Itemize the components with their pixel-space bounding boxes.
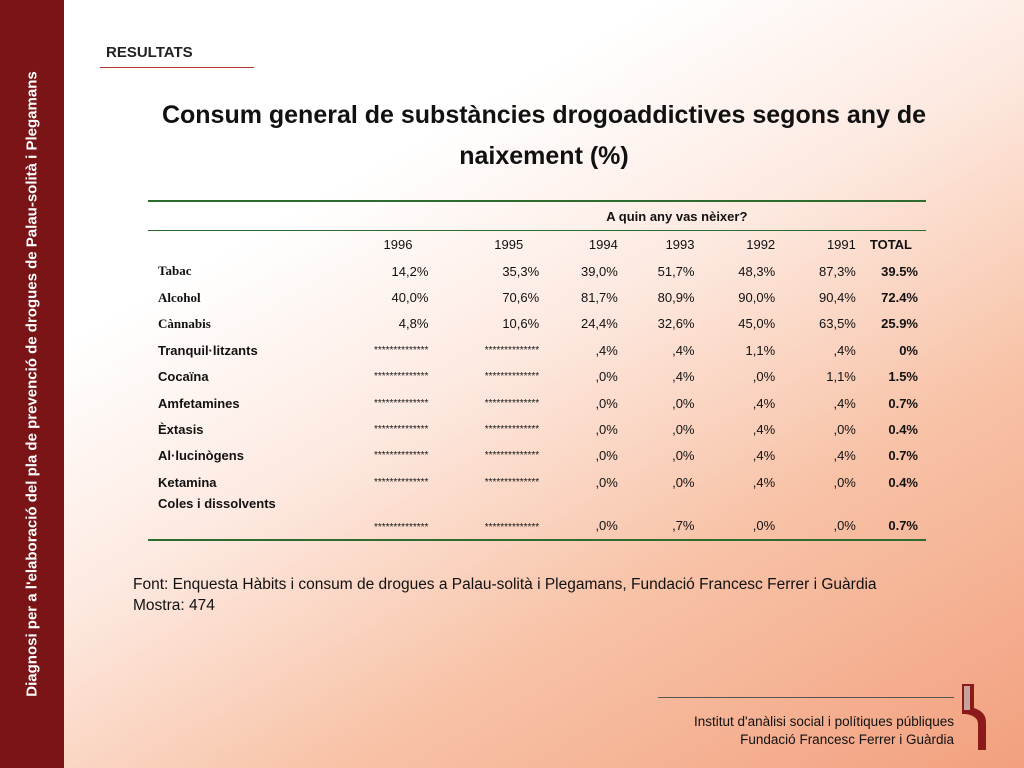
results-table [148, 200, 926, 541]
footer-foundation: Fundació Francesc Ferrer i Guàrdia [740, 732, 954, 747]
table-group-header-row [148, 201, 926, 231]
table-corner-cell [148, 201, 328, 231]
table-cell: ,4% [752, 448, 776, 464]
row-label: Èxtasis [158, 422, 204, 438]
table-row [148, 496, 926, 540]
sidebar-vertical-title: Diagnosi per a l'elaboració del pla de prevenció de drogues de Palau-solità i Plegamans [23, 71, 41, 697]
table-cell: 39,0% [580, 263, 618, 279]
table-cell: ,0% [672, 422, 695, 438]
table-total-cell: 0.4% [888, 474, 918, 490]
table-total-cell: 0.4% [888, 422, 918, 438]
table-cell: ************** [484, 476, 540, 488]
table-body [148, 258, 926, 540]
footer-credit [640, 713, 954, 749]
col-header-1991: 1991 [826, 237, 856, 252]
table-cell: ,0% [833, 422, 856, 438]
col-header-1992: 1992 [746, 237, 776, 252]
page-title: Consum general de substàncies drogoaddictives segons any de naixement (%) [161, 101, 927, 170]
table-cell: ,4% [833, 395, 856, 411]
table-cell: 63,5% [819, 316, 856, 332]
table-total-cell: 0.7% [870, 496, 926, 540]
table-cell: ,7% [626, 496, 707, 540]
row-label: Alcohol [158, 289, 201, 305]
table-cell: ,0% [595, 448, 618, 464]
table-cell: 90,0% [738, 290, 776, 306]
table-cell: 81,7% [580, 290, 618, 306]
table-total-cell: 25.9% [881, 316, 918, 332]
table-cell: ,4% [833, 448, 856, 464]
table-cell: ************** [484, 371, 540, 383]
table-cell: 48,3% [738, 263, 776, 279]
table-group-header: A quin any vas nèixer? [328, 201, 926, 231]
table-cell: ************** [484, 424, 540, 436]
table-cell: ,4% [672, 342, 695, 358]
foundation-logo-icon [956, 682, 992, 752]
table-cell: ,0% [672, 448, 695, 464]
table-cell: 32,6% [657, 316, 695, 332]
table-cell: 24,4% [580, 316, 618, 332]
table-cell: ************** [373, 344, 429, 356]
table-cell: ************** [373, 450, 429, 462]
table-cell: 35,3% [502, 263, 540, 279]
table-cell: 90,4% [819, 290, 856, 306]
table-cell: 10,6% [502, 316, 540, 332]
table-cell: 1,1% [745, 342, 776, 358]
source-note [133, 574, 877, 616]
table-header-blank [148, 231, 328, 259]
table-row [148, 443, 926, 469]
row-label: Coles i dissolvents [148, 496, 328, 540]
col-header-1993: 1993 [665, 237, 695, 252]
table-cell: 14,2% [391, 263, 429, 279]
table-cell: ************** [373, 476, 429, 488]
row-label: Cànnabis [158, 315, 211, 331]
table-total-cell: 0.7% [888, 395, 918, 411]
table-cell: ,0% [833, 474, 856, 490]
table-total-cell: 1.5% [888, 369, 918, 385]
table-cell: ************** [484, 397, 540, 409]
table-cell: ,4% [833, 342, 856, 358]
col-header-1995: 1995 [494, 237, 524, 252]
row-label: Ketamina [158, 474, 217, 490]
table-cell: ,0% [595, 422, 618, 438]
col-header-1996: 1996 [383, 237, 413, 252]
row-label: Al·lucinògens [158, 448, 244, 464]
table-cell: ************** [484, 450, 540, 462]
table-cell: ************** [373, 371, 429, 383]
sample-line: Mostra: 474 [133, 597, 215, 614]
row-label: Amfetamines [158, 395, 240, 411]
table-cell: ,0% [595, 395, 618, 411]
table-total-cell: 0.7% [888, 448, 918, 464]
col-header-1994: 1994 [588, 237, 618, 252]
table-cell: 1,1% [826, 369, 856, 385]
table-cell: 80,9% [657, 290, 695, 306]
table-column-header-row [148, 231, 926, 259]
table-row [148, 364, 926, 390]
table-cell: ************** [373, 397, 429, 409]
table-row [148, 258, 926, 284]
row-label: Tranquil·litzants [158, 342, 258, 358]
table-total-cell: 0% [899, 342, 918, 358]
table-cell: ,4% [752, 474, 776, 490]
table-cell: ,0% [707, 496, 788, 540]
table-row [148, 311, 926, 337]
table-cell: ,4% [752, 395, 776, 411]
table-cell: ,0% [752, 369, 776, 385]
table-cell: 87,3% [819, 263, 856, 279]
table-cell: ,4% [672, 369, 695, 385]
footer-institute: Institut d'anàlisi social i polítiques públiques [694, 714, 954, 729]
table-cell: 70,6% [502, 290, 540, 306]
row-label: Tabac [158, 263, 192, 279]
table-row [148, 416, 926, 442]
table-cell: ,4% [595, 342, 618, 358]
section-label: RESULTATS [106, 44, 193, 61]
source-line: Font: Enquesta Hàbits i consum de drogues a Palau-solità i Plegamans, Fundació Francesc Ferrer i Guàrdia [133, 576, 877, 593]
footer-rule [658, 697, 954, 698]
table-cell: ,0% [672, 395, 695, 411]
table-cell: ,0% [595, 474, 618, 490]
table-cell: ,0% [549, 496, 626, 540]
table-cell: ************** [373, 424, 429, 436]
table-cell: ************** [484, 344, 540, 356]
section-underline [100, 67, 254, 68]
table-cell: 40,0% [391, 290, 429, 306]
table-cell: 45,0% [738, 316, 776, 332]
table-total-cell: 72.4% [881, 290, 918, 306]
table-row [148, 469, 926, 495]
table-total-cell: 39.5% [881, 263, 918, 279]
table-cell: ,0% [787, 496, 870, 540]
table-cell: ************** [438, 496, 549, 540]
table-cell: 51,7% [657, 263, 695, 279]
col-header-total: TOTAL [869, 237, 912, 252]
table-row [148, 390, 926, 416]
sidebar-band [0, 0, 64, 768]
table-cell: ,0% [672, 474, 695, 490]
table-row [148, 284, 926, 310]
table-cell: ,0% [595, 369, 618, 385]
table-cell: ************** [328, 496, 439, 540]
table-row [148, 337, 926, 363]
table-cell: 4,8% [398, 316, 429, 332]
row-label: Cocaïna [158, 369, 209, 385]
table-cell: ,4% [752, 422, 776, 438]
